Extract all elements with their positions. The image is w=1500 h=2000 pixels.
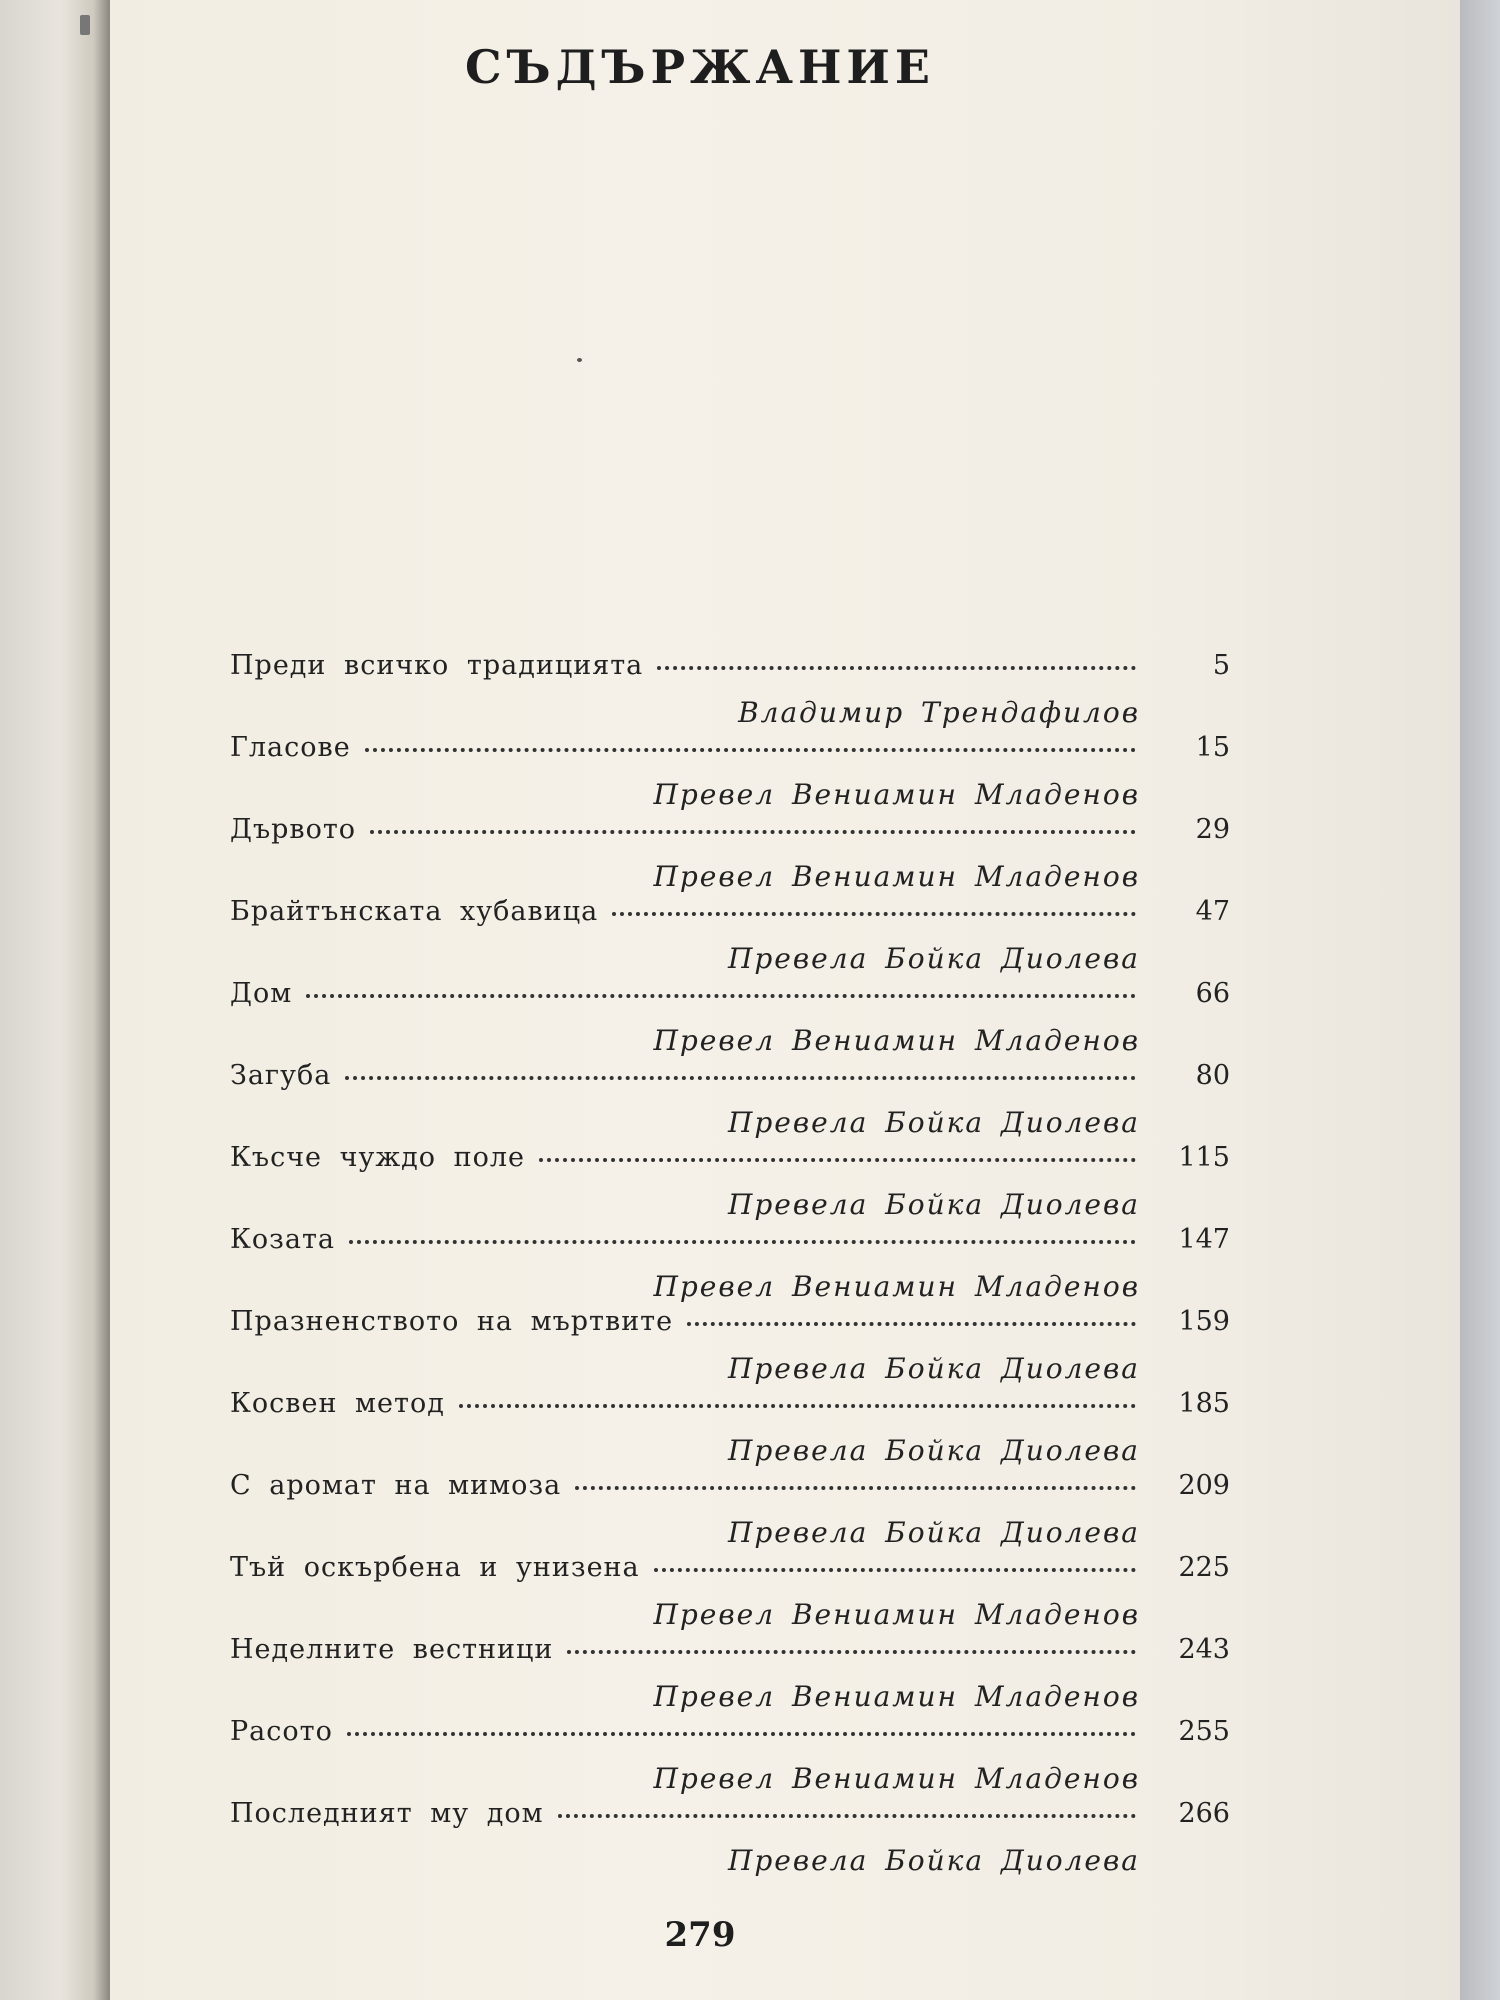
dot-leader <box>567 1650 1136 1654</box>
dot-leader <box>459 1404 1136 1408</box>
dot-leader <box>347 1732 1136 1736</box>
dot-leader <box>370 830 1136 834</box>
dot-leader <box>349 1240 1136 1244</box>
entry-page-number: 159 <box>1178 1306 1230 1337</box>
entry-translator: Превела Бойка Диолева <box>727 1188 1140 1221</box>
dot-leader <box>612 912 1136 916</box>
entry-page-number: 243 <box>1178 1634 1230 1665</box>
entry-page-number: 147 <box>1178 1224 1230 1255</box>
entry-title: Тъй оскърбена и унизена <box>230 1552 640 1583</box>
toc-entry <box>230 1636 1230 1718</box>
entry-page-number: 255 <box>1178 1716 1230 1747</box>
entry-translator: Превел Вениамин Младенов <box>653 1270 1140 1303</box>
background-strip <box>1460 0 1500 2000</box>
toc-entry <box>230 1308 1230 1390</box>
dot-leader <box>654 1568 1136 1572</box>
table-of-contents <box>230 652 1230 1882</box>
toc-entry <box>230 1144 1230 1226</box>
dot-leader <box>575 1486 1136 1490</box>
page-number: 279 <box>664 1915 736 1955</box>
dot-leader <box>365 748 1136 752</box>
entry-page-number: 115 <box>1178 1142 1230 1173</box>
toc-entry <box>230 1390 1230 1472</box>
toc-entry <box>230 1062 1230 1144</box>
entry-page-number: 47 <box>1195 896 1230 927</box>
toc-entry <box>230 1800 1230 1882</box>
paper-speck <box>577 358 582 362</box>
entry-translator: Превела Бойка Диолева <box>727 1434 1140 1467</box>
entry-translator: Превел Вениамин Младенов <box>653 1598 1140 1631</box>
toc-entry <box>230 1718 1230 1800</box>
entry-translator: Превел Вениамин Младенов <box>653 1024 1140 1057</box>
entry-translator: Превела Бойка Диолева <box>727 1516 1140 1549</box>
entry-page-number: 225 <box>1178 1552 1230 1583</box>
entry-title: Расото <box>230 1716 333 1747</box>
entry-title: Последният му дом <box>230 1798 544 1829</box>
entry-title: Дървото <box>230 814 357 845</box>
entry-title: Празненството на мъртвите <box>230 1306 674 1337</box>
entry-translator: Превела Бойка Диолева <box>727 942 1140 975</box>
entry-title: Неделните вестници <box>230 1634 554 1665</box>
dot-leader <box>345 1076 1136 1080</box>
entry-page-number: 66 <box>1195 978 1230 1009</box>
entry-translator: Превел Вениамин Младенов <box>653 778 1140 811</box>
page-title: СЪДЪРЖАНИЕ <box>465 40 935 94</box>
entry-page-number: 5 <box>1212 650 1230 681</box>
dot-leader <box>539 1158 1136 1162</box>
entry-title: Късче чуждо поле <box>230 1142 526 1173</box>
left-page-edge <box>0 0 110 2000</box>
toc-entry <box>230 816 1230 898</box>
entry-translator: Владимир Трендафилов <box>738 696 1140 729</box>
entry-title: Дом <box>230 978 293 1009</box>
entry-title: Косвен метод <box>230 1388 445 1419</box>
spine-mark <box>80 15 90 35</box>
entry-page-number: 266 <box>1178 1798 1230 1829</box>
entry-page-number: 15 <box>1195 732 1230 763</box>
entry-title: Козата <box>230 1224 336 1255</box>
toc-entry <box>230 734 1230 816</box>
toc-entry <box>230 980 1230 1062</box>
entry-title: Брайтънската хубавица <box>230 896 599 927</box>
toc-entry <box>230 652 1230 734</box>
entry-translator: Превела Бойка Диолева <box>727 1106 1140 1139</box>
entry-title: Гласове <box>230 732 351 763</box>
entry-page-number: 29 <box>1195 814 1230 845</box>
toc-entry <box>230 1226 1230 1308</box>
dot-leader <box>657 666 1136 670</box>
dot-leader <box>558 1814 1136 1818</box>
toc-entry <box>230 1472 1230 1554</box>
dot-leader <box>306 994 1136 998</box>
dot-leader <box>687 1322 1136 1326</box>
book-page <box>110 0 1460 2000</box>
entry-translator: Превел Вениамин Младенов <box>653 860 1140 893</box>
entry-translator: Превела Бойка Диолева <box>727 1844 1140 1877</box>
toc-entry <box>230 898 1230 980</box>
entry-page-number: 185 <box>1178 1388 1230 1419</box>
entry-translator: Превела Бойка Диолева <box>727 1352 1140 1385</box>
entry-translator: Превел Вениамин Младенов <box>653 1680 1140 1713</box>
entry-title: Преди всичко традицията <box>230 650 644 681</box>
toc-entry <box>230 1554 1230 1636</box>
entry-page-number: 80 <box>1195 1060 1230 1091</box>
entry-translator: Превел Вениамин Младенов <box>653 1762 1140 1795</box>
entry-title: Загуба <box>230 1060 332 1091</box>
entry-title: С аромат на мимоза <box>230 1470 562 1501</box>
entry-page-number: 209 <box>1178 1470 1230 1501</box>
